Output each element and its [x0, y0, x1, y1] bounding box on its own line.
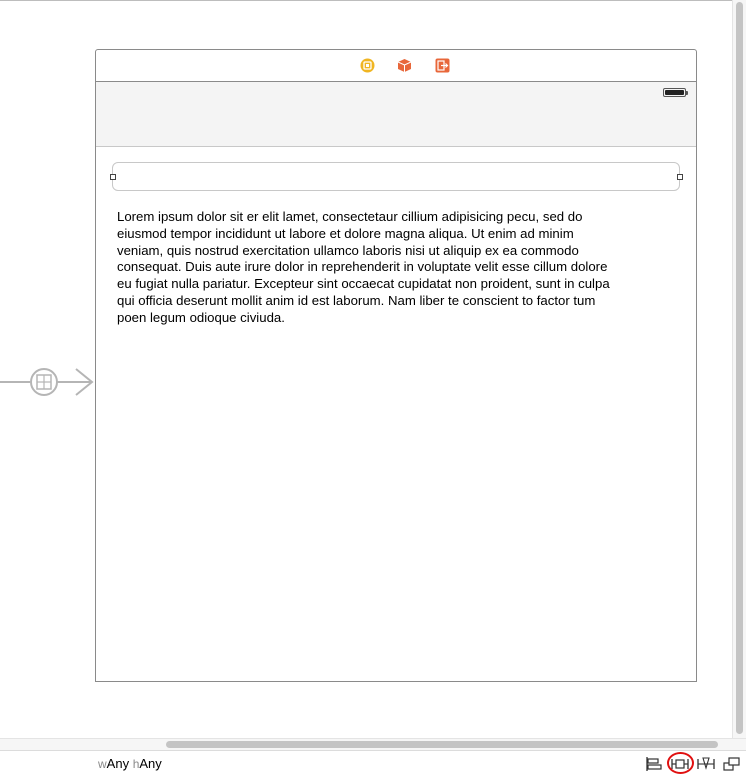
view-controller-scene[interactable] [95, 49, 697, 682]
battery-icon [663, 88, 686, 97]
height-value: Any [139, 756, 162, 771]
size-class-control[interactable] [98, 756, 162, 771]
canvas-top-border [0, 0, 732, 1]
horizontal-scrollbar-thumb[interactable] [166, 741, 718, 748]
scene-dock [96, 50, 696, 82]
text-field[interactable] [112, 162, 680, 191]
storyboard-entry-arrow-icon[interactable] [0, 366, 96, 398]
view-controller-icon[interactable] [360, 58, 375, 73]
first-responder-icon[interactable] [397, 58, 412, 73]
text-view[interactable]: Lorem ipsum dolor sit er elit lamet, consectetaur cillium adipisicing pecu, sed do eiusmod tempor incididunt ut labore et dolore magna aliqua. Ut enim ad minim veniam, quis nostrud exercitation ullamco laboris nisi ut aliquip ex ea commodo consequat. Duis aute irure dolor in reprehenderit in voluptate velit esse cillum dolore eu fugiat nulla pariatur. Excepteur sint occaecat cupidatat non proident, sunt in culpa qui officia deserunt mollit anim id est laborum. Nam liber te conscient to factor tum poen legum odioque civiuda. [117, 209, 610, 325]
width-value: Any [106, 756, 130, 771]
resize-handle-right[interactable] [677, 174, 683, 180]
align-button[interactable] [645, 756, 663, 772]
pin-button-highlight-ring [667, 752, 694, 774]
resize-handle-left[interactable] [110, 174, 116, 180]
vertical-scrollbar-thumb[interactable] [736, 2, 743, 734]
battery-tip [686, 91, 688, 95]
navigation-bar[interactable] [96, 82, 696, 147]
height-prefix: h [132, 757, 140, 771]
resolve-auto-layout-button[interactable] [697, 756, 715, 772]
exit-icon[interactable] [435, 58, 450, 73]
width-prefix: w [98, 757, 107, 771]
resizing-behavior-button[interactable] [723, 756, 741, 772]
